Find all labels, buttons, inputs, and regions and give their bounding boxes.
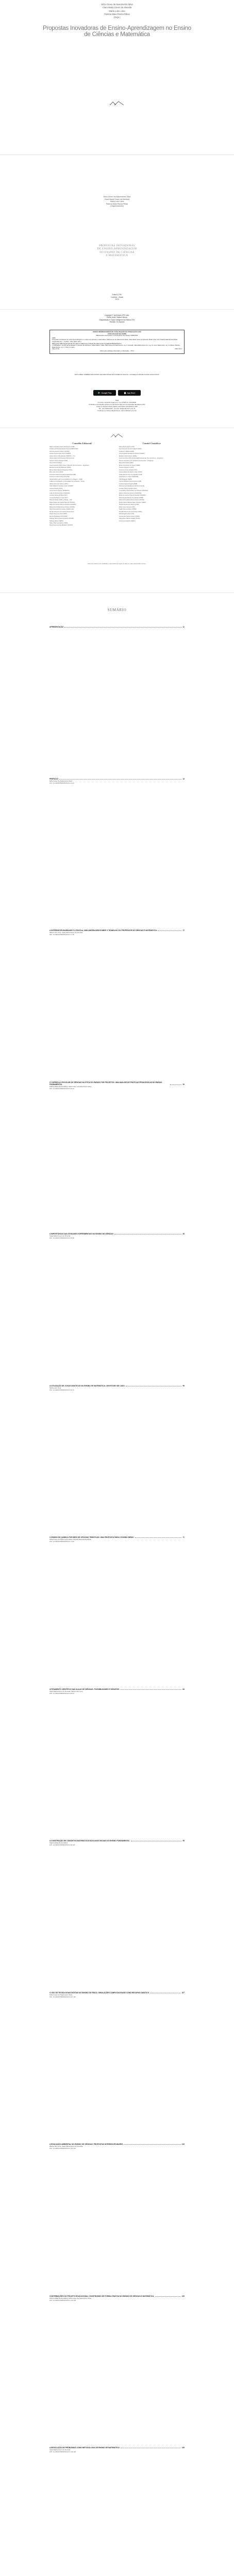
copyright-meta	[0, 314, 234, 323]
board-member: Lídia de Oliveira Xavier (UNIEURO)	[49, 492, 70, 494]
board-member: Anselmo Alencar Colares (UFOPA)	[49, 450, 70, 452]
board-member: Francisco Ari de Andrade (UFC)	[119, 469, 138, 471]
toc-title: APRESENTAÇÃO	[49, 626, 64, 628]
board-column-conselho	[49, 442, 115, 527]
publication-year: 2024	[115, 298, 119, 300]
board-member: Guillermo Arias Beatón (Universidade de La Havana – Cuba)	[49, 481, 85, 483]
board-member: Fauston Negreiros (UFPI)	[119, 467, 134, 469]
app-store-label: App Store	[127, 392, 136, 394]
board-member: Simone Rodrigues Pinto (UNB)	[49, 515, 68, 517]
toc-entry[interactable]	[49, 1233, 185, 1240]
board-member: José de Ribamar Sousa Pereira (UCB)	[119, 481, 142, 483]
title-page-publisher	[0, 294, 234, 301]
toc-entry[interactable]	[49, 2143, 185, 2150]
board-member: Silvia Regina Canan (URI)	[119, 513, 135, 515]
board-member-list	[49, 446, 115, 527]
title-page-author: Nilza Green de Nascimento Silva	[103, 196, 131, 198]
toc-doi[interactable]: DOI: 10.24824/978652516510.0.59-70	[49, 1389, 74, 1392]
board-member: Marcelo Paixão (UFRJ e UTexas – US)	[49, 499, 72, 501]
toc-page-number: 83	[182, 1688, 185, 1690]
cover-author: Patricia Maia Rocha Ribas	[104, 12, 130, 15]
toc-title: O USO DE TECNOLOGIAS DIGITAIS NO ENSINO DE FÍSICA: SIMULAÇÕES COMPUTACIONAIS COMO RECURSO DIDÁTICO	[49, 1992, 149, 1994]
toc-page-number: 17	[182, 929, 185, 931]
board-member: Barbara Coelho Neves (UFBA)	[119, 455, 137, 457]
copyright-contact	[0, 399, 234, 412]
board-member: Elizeu Clementino de Souza (UNEB)	[119, 464, 140, 466]
board-member: Andréia N. Militão (UEMS)	[119, 450, 135, 452]
toc-entry[interactable]	[49, 1840, 185, 1846]
board-member: Tania Suely Azevedo Brasileiro (UFOPA)	[49, 524, 73, 527]
board-member: João Adalberto Campato Junior (UNESP)	[49, 485, 73, 487]
toc-page-number: 29	[182, 1083, 185, 1086]
board-member: Altair Alberto Fávero (UPF)	[119, 446, 135, 448]
toc-title: A RESOLUÇÃO DE PROBLEMAS COMO METODOLOGIA DE ENSINO DE MATEMÁTICA	[49, 2447, 120, 2449]
board-member: Eliane Rose Maio (UEM)	[119, 462, 133, 464]
cip-cdd: CDD 370.1	[175, 348, 182, 350]
cip-librarian: Bibliotecária responsável: Luzenira Alves dos Santos CRB9/1506	[96, 334, 138, 337]
toc-title: A EDUCAÇÃO AMBIENTAL NO ENSINO DE CIÊNCIAS: PROPOSTAS INTERDISCIPLINARES	[49, 2143, 123, 2145]
page-divider	[0, 592, 234, 593]
cip-subheading: CATALOGAÇÃO NA FONTE	[107, 332, 127, 335]
apple-icon	[124, 392, 126, 394]
board-member: Lourdes Helena da Silva (UFV)	[119, 487, 137, 489]
board-member: Vânia Alves Martins Chaigar (FURG)	[119, 518, 140, 520]
toc-title: PREFÁCIO	[49, 778, 59, 780]
contact-line: Foi feito o depósito legal conf. Lei 10.994 de 14/12/2004	[97, 401, 137, 404]
toc-authors: Nilza Green de Nascimento Silva; Patricia Maia Rocha Ribas	[49, 1538, 92, 1541]
board-member: Lourdes Helena da Silva (UFV)	[49, 495, 68, 497]
toc-authors: Patricia Maia Rocha Ribas; Nilza Green de Nascimento Silva	[49, 2297, 92, 2300]
board-member: Celso Conti (UFSCar)	[49, 462, 62, 464]
board-member: Lucia Marisy Souza Ribeiro de Oliveira (UNIVASF)	[119, 490, 148, 492]
board-member: Suzana dos Santos Gomes (UFMG)	[119, 515, 140, 517]
toc-authors: Nilza Green de Nascimento Silva	[49, 1994, 73, 1996]
toc-page-number: 45	[182, 1233, 185, 1235]
toc-entry[interactable]	[49, 929, 185, 936]
board-member: Kilwangy Kya Kapitango-a-Samba (Unemat)	[119, 485, 145, 487]
publisher-logo-icon	[108, 433, 126, 438]
toc-authors: Marla Lobo Lima; Clara Maria Green de Almeida	[49, 2145, 83, 2148]
title-line: PROPOSTAS INOVADORAS	[99, 244, 135, 247]
title-page-author: Marla Lobo Lima	[110, 200, 124, 203]
toc-leader-dots	[120, 1689, 181, 1690]
toc-page-number: 13	[182, 778, 185, 780]
board-column-title: Comitê Científico:	[142, 442, 161, 445]
board-member: Ilma Passos A. Veiga (UNICEUB)	[119, 476, 139, 478]
board-member: Nadja Vieira Andrade (UNIPÊ)	[119, 509, 137, 511]
board-member: Mirian Jonis Carneiro (UFF)	[119, 506, 135, 508]
toc-authors: Patricia Maia Rocha Ribas	[49, 1842, 68, 1844]
toc-authors: Marla Lobo Lima	[49, 1387, 61, 1389]
toc-page-number: 59	[182, 1385, 185, 1387]
toc-leader-dots	[124, 2144, 180, 2145]
board-member: Carlos Federico Dominguez Avila (Unieuro)	[49, 457, 75, 460]
toc-title: O ENSINO DE QUÍMICA POR MEIO DE OFICINAS TEMÁTICAS: UMA PROPOSTA PARA O ENSINO MÉDIO	[49, 1536, 134, 1538]
store-badges	[92, 390, 142, 396]
board-member: Élsio José Corá (UFFS)	[49, 471, 63, 473]
cover-author: Clara Maria Green de Almeida	[102, 6, 132, 9]
contact-line: 2024	[115, 399, 119, 401]
toc-page-number: 119	[181, 2143, 185, 2145]
board-member: Gloria Fariñas León (Universidade de La Havana – Cuba)	[49, 478, 82, 480]
board-member: Maria Eurácia Barreto de Andrade (UFRB)	[119, 497, 143, 499]
toc-title: LETRAMENTO CIENTÍFICO NAS AULAS DE CIÊNCIAS: POSSIBILIDADES E DESAFIOS	[49, 1688, 120, 1690]
toc-page-number: 139	[181, 2447, 185, 2449]
toc-line	[49, 1081, 185, 1086]
page-divider	[0, 309, 234, 310]
publisher-city: Curitiba – Brasil	[111, 296, 123, 298]
cip-index: Índice para catálogo sistemático 1. Educação – 370.1	[99, 349, 135, 352]
contact-line: Tel.: (41) 3039-6418 – E-mail: sac@editoracrv.com.br	[98, 408, 136, 410]
toc-doi[interactable]: DOI: 10.24824/978652516510.0.13-16	[49, 782, 74, 785]
cover-author-role: (Orgs.)	[113, 16, 121, 19]
toc-doi[interactable]: DOI: 10.24824/978652516510.0.129-138	[49, 2299, 76, 2302]
board-member: Inês Bragança (UERJ)	[119, 478, 132, 480]
copyright-line: Diagramação e Capa: Designers da Editora CRV	[99, 318, 135, 321]
board-member: Leonel Severo Rocha (UNISINOS)	[49, 490, 70, 492]
toc-title: O CURRÍCULO ESCOLAR DE CIÊNCIAS NA ÓTICA DO ENSINO POR PROJETOS: UMA ANÁLISE DE PRÁTICAS PEDAGÓGICAS NO ENSINO FUNDAMENTAL	[49, 1081, 162, 1086]
board-member: Gláucia Maria dos Santos Jorge (UFOP)	[119, 471, 142, 473]
toc-title: A IMPORTÂNCIA DAS ATIVIDADES EXPERIMENTAIS NO ENSINO DE CIÊNCIAS	[49, 1233, 113, 1235]
toc-entry[interactable]	[49, 1385, 185, 1392]
board-member: Aldira Guimarães Duarte Domínguez (UNB)	[49, 446, 75, 448]
board-member: Sydione Santos (UEPG)	[49, 520, 63, 522]
contact-line: Conheça os nossos lançamentos: www.editoracrv.com.br	[97, 410, 137, 412]
publisher-logo-icon	[108, 100, 126, 107]
board-member: Maria de Lourdes Pinto de Almeida (UNOESC)	[49, 504, 76, 506]
app-store-badge[interactable]	[118, 390, 141, 396]
toc-page-number: 107	[181, 1992, 185, 1994]
toc-entry[interactable]	[49, 1536, 185, 1543]
title-line: E MATEMÁTICA	[106, 253, 128, 257]
cip-text: Propostas inovadoras de ensino-aprendizagem no ensino de ciências e matemática / Nilza Green de Nascimento Silva, Clara Maria Green de Almeida, Marla Lobo Lima, Patricia Maia Rocha Ribas (organizadores) – Curitiba : CRV, 2024. 216 p.	[52, 338, 178, 343]
google-play-badge[interactable]	[93, 390, 116, 396]
board-member: Jussara Fraga Portugal (UNEB)	[119, 483, 138, 485]
google-play-label: Google Play	[101, 392, 112, 394]
toc-line	[49, 626, 185, 628]
copyright-line: Editor-chefe: Railson Moura	[107, 316, 127, 319]
toc-entry[interactable]	[49, 2295, 185, 2302]
board-member: Jailson Alves dos Santos (UFRJ)	[49, 483, 69, 485]
toc-entry[interactable]	[49, 1688, 185, 1695]
board-member: Andréia da Silva Quintanilha Sousa (UNIR/UFRN)	[49, 448, 78, 450]
toc-doi[interactable]: DOI: 10.24824/978652516510.0.119-128	[49, 2147, 76, 2150]
copyright-line: Revisão: Os Autores	[109, 320, 125, 323]
cover-authors	[0, 3, 234, 19]
board-member: Antônio Pereira Gaio Júnior (UFRRJ)	[49, 453, 71, 455]
toc-page-number: 71	[182, 1536, 185, 1538]
board-member: Luciano Rodrigues Costa (UFV)	[49, 497, 68, 499]
toc-doi[interactable]: DOI: 10.24824/978652516510.0.95-106	[49, 1844, 75, 1846]
toc-doi[interactable]: DOI: 10.24824/978652516510.0.71-82	[49, 1540, 74, 1543]
cover-page	[0, 0, 234, 155]
toc-title: A UTILIZAÇÃO DE JOGOS DIDÁTICOS NO ENSINO DE MATEMÁTICA: UM ESTUDO DE CASO	[49, 1385, 125, 1387]
contact-line: Proibida a reprodução parcial ou total desta obra sem autorização da Editora CRV	[89, 403, 145, 406]
toc-entry[interactable]	[49, 2447, 185, 2453]
board-member: Solange Helena Ximenes-Rocha (UFOPA)	[49, 518, 74, 520]
board-member: Maria Lília Imbiriba Sousa Colares (UFOPA)	[119, 499, 144, 501]
cover-author: Marla Lobo Lima	[109, 9, 125, 12]
board-member: Helder Buenos Aires de Carvalho (UFPI)	[119, 473, 143, 476]
editorial-board	[49, 442, 185, 527]
board-member: Fernando Antônio Gonçalves Alcoforado (IPB)	[49, 473, 76, 476]
title-page-author: Patricia Maia Rocha Ribas	[106, 202, 128, 205]
board-logo	[91, 432, 143, 441]
cip-isbn: Bibliografia ISBN Digital 978-65-251-6512-4 ISBN Físico 978-65-251-6510-0 DOI 10.24824/978652516510.0	[52, 342, 122, 345]
publisher-name: Editora CRV	[112, 294, 122, 296]
digital-edition-note: ESTA OBRA TAMBÉM ENCONTRA-SE DISPONÍVEL EM FORMATO DIGITAL. CONHEÇA E BAIXE NOSSO APLICATIVO!	[74, 374, 160, 376]
toc-line	[49, 1385, 185, 1387]
cip-code: P965	[52, 336, 56, 339]
board-member-list	[119, 446, 185, 522]
contact-line: Todos os direitos desta edição reservados pela Editora CRV	[96, 405, 138, 408]
board-member: Cesar Gerónimo Tello (Univer. Nacional Três de Febrero – Argentina)	[49, 464, 89, 466]
board-member: Tadeu Oliver Gonçalves (UFPA)	[49, 522, 68, 524]
cip-heading: DADOS INTERNACIONAIS DE CATALOGAÇÃO NA PUBLICAÇÃO (CIP)	[93, 331, 141, 333]
peer-review-note: Este livro passou por avaliação e aprovação às cegas de dois ou mais pareceristas ad hoc.	[88, 563, 146, 565]
title-page-author: Clara Maria Green de Almeida	[104, 198, 130, 200]
toc-page-number: 95	[182, 1840, 185, 1842]
toc-heading: SUMÁRIO	[107, 608, 127, 612]
toc-title: A INTERDISCIPLINARIDADE E A ESCOLA, UMA ABORDAGEM SOBRE O TRABALHO DO PROFESSOR DE CIÊNCIAS E MATEMÁTICA	[49, 929, 157, 931]
toc-authors: Clara Maria Green de Almeida; Marla Lobo Lima	[49, 1690, 83, 1693]
cip-box	[49, 330, 185, 354]
board-member: Vera Lucia Gaspar (UDESC)	[119, 520, 136, 522]
title-page	[0, 155, 234, 309]
toc-authors: Clara Maria Green de Almeida	[49, 2449, 71, 2451]
title-page-authors	[0, 196, 234, 208]
board-member: Elione Maria Nogueira Diogenes (UFAL)	[49, 469, 73, 471]
board-column-title: Conselho Editorial:	[72, 442, 92, 445]
table-of-contents	[49, 626, 185, 2576]
title-page-author-role: (Organizadores)	[110, 205, 124, 208]
toc-leader-dots	[155, 2296, 181, 2297]
board-member: Carlos Alberto Vilar Estêvão (UMINHO – PT)	[49, 455, 75, 457]
board-member: Renato Francisco dos Santos Paula (UFG)	[49, 511, 74, 513]
toc-doi[interactable]: DOI: 10.24824/978652516510.0.107-118	[49, 1996, 76, 1998]
toc-authors: Marla Lobo Lima; Clara Maria Green de Almeida	[49, 931, 83, 934]
cover-title: Propostas Inovadoras de Ensino-Aprendizagem no Ensino de Ciências e Matemática	[43, 25, 191, 38]
board-member: Eduardo Fernandes Barbosa (UFMG)	[49, 467, 71, 469]
board-member: Cesar Gerónimo Tello (Universidad Nacional de Três de Febrero – Argentina)	[119, 457, 163, 460]
cip-subjects: 1. Educação 2. Ensino-aprendizagem 3. Ensino de ciências 4. Matemática I. Silva, Nilza Green de Nascimento. org. II. Almeida, Clara Maria Green de. org. III. Lima, Marla Lobo. org. IV. Ribas, Patricia Maia Rocha. org. V. Título VI. Série.	[52, 344, 180, 348]
board-member: Josania Portela (UFPI)	[49, 487, 63, 489]
toc-leader-dots	[64, 627, 181, 628]
title-page-title	[62, 244, 172, 257]
board-member: Francisco Carlos Duarte (PUC-PR)	[49, 476, 70, 478]
toc-leader-dots	[158, 930, 181, 931]
cip-cdu: CDU 37.02	[52, 348, 59, 350]
board-member: Mônica Pereira dos Santos (UFRJ)	[119, 504, 139, 506]
board-member: Diosnel Centurion (Univ Autónoma de Asunción – Paraguai)	[119, 460, 154, 462]
toc-authors: Patricia Maia Rocha Ribas; Nilza Green de Nascimento Silva	[49, 1086, 92, 1088]
board-member: Paulo Romualdo Hernandes (UNIFAL-MG)	[49, 509, 74, 511]
copyright-line: Copyright © da Editora CRV Ltda.	[105, 314, 129, 316]
toc-page-number: 11	[182, 626, 185, 628]
board-member: Anna Augusta Sampaio de Oliveira (UNESP)	[119, 453, 145, 455]
board-member: Maria Lília Imbiriba Sousa Colares (UFOPA)	[49, 506, 75, 508]
board-member: Maria Cristina dos Santos Bezerra (UFSCar)	[49, 501, 75, 503]
toc-title: CONTRIBUIÇÕES DO PROJETO EDUCACIONAL CONSTRUINDO DE FORMA CRIATIVA NO ENSINO DE CIÊNCIAS E MATEMÁTICA	[49, 2295, 154, 2297]
toc-title: A CONSTRUÇÃO DE CONCEITOS MATEMÁTICOS NOS ANOS INICIAIS DO ENSINO FUNDAMENTAL	[49, 1840, 130, 1842]
toc-leader-dots	[135, 1537, 182, 1538]
cover-author: Nilza Green de Nascimento Silva	[101, 3, 133, 6]
toc-authors: Clara Maria Green de Almeida	[49, 1235, 71, 1238]
toc-doi[interactable]: DOI: 10.24824/978652516510.0.29-44	[49, 1088, 74, 1090]
title-line: NO ENSINO DE CIÊNCIAS	[99, 250, 135, 254]
toc-page-number: 129	[181, 2295, 185, 2297]
toc-entry[interactable]	[49, 626, 185, 628]
board-member: Ana Chrystina Venancio Mignot (UERJ)	[119, 448, 142, 450]
toc-line	[49, 1840, 185, 1842]
toc-entry[interactable]	[49, 1992, 185, 1998]
toc-doi[interactable]: DOI: 10.24824/978652516510.0.45-58	[49, 1237, 74, 1240]
google-play-icon	[98, 392, 101, 394]
board-member: Maria de Lourdes Pinto de Almeida (UNOESC)	[119, 495, 146, 497]
toc-doi[interactable]: DOI: 10.24824/978652516510.0.17-28	[49, 934, 74, 936]
publisher-logo	[103, 100, 131, 107]
board-column-comite	[119, 442, 185, 527]
toc-leader-dots	[170, 1084, 181, 1085]
board-member: Sérgio Nunes de Jesus (IFRO)	[49, 513, 68, 515]
toc-entry[interactable]	[49, 778, 185, 785]
toc-authors: Nilza Green de Nascimento Silva	[49, 780, 73, 783]
board-member: Míriam Paura Sabrosa Zippin Grinspun (UERJ)	[119, 501, 146, 503]
board-member: Ronaldo Marcos de Lima Araujo (UFPA)	[119, 511, 142, 513]
board-member: Carmen Tereza Velanga (UNIR)	[49, 460, 68, 462]
board-member: Marcos Vinicius Francisco (UNOESTE)	[119, 492, 142, 494]
title-line: DE ENSINO-APRENDIZAGEM	[97, 247, 137, 251]
toc-doi[interactable]: DOI: 10.24824/978652516510.0.139-148	[49, 2451, 76, 2453]
toc-doi[interactable]: DOI: 10.24824/978652516510.0.83-94	[49, 1692, 74, 1695]
toc-entry[interactable]	[49, 1081, 185, 1090]
